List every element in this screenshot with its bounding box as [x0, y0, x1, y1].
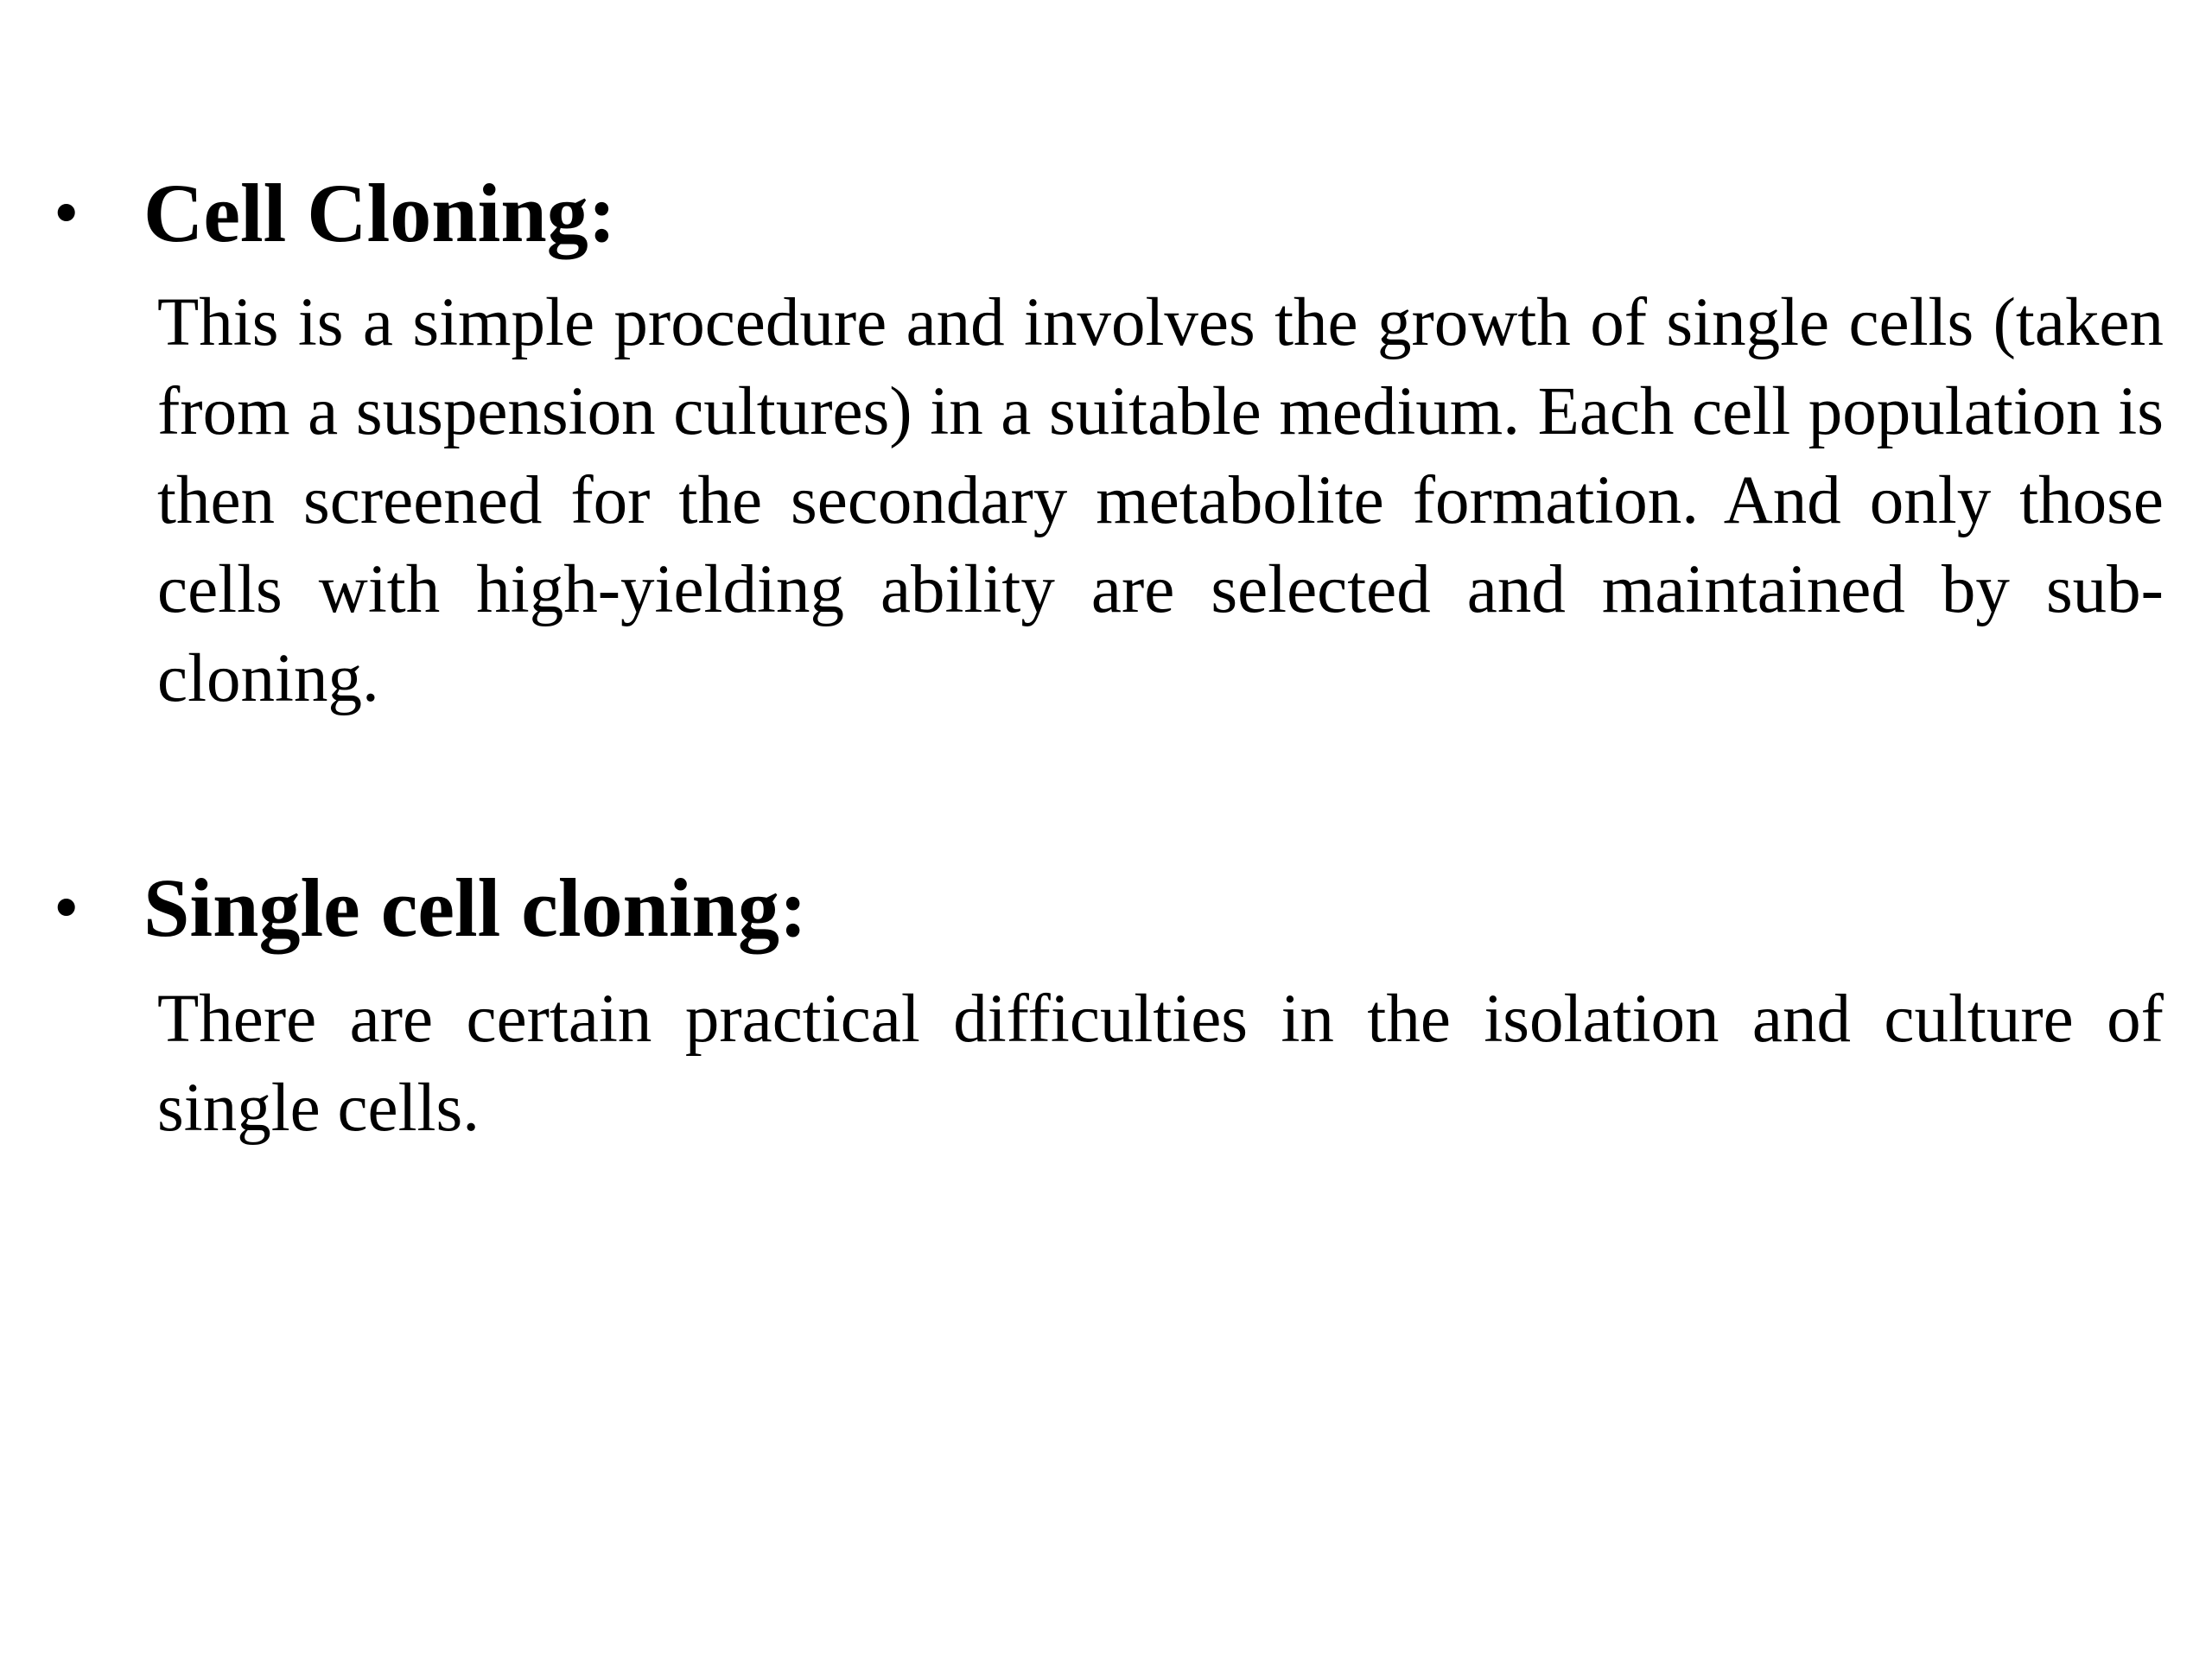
section-body: This is a simple procedure and involves the growth of single cells (taken from a suspension cultures) in a suitable medium. Each cell population is then screened for the secondary metabolite formation. And only those cells with high-yielding ability are selected and maintained by sub-cloning.	[157, 285, 2164, 716]
bullet-row	[0, 166, 2212, 261]
bullet-icon: •	[54, 173, 79, 253]
section-single-cell-cloning	[0, 861, 2212, 1221]
section-heading: Cell Cloning:	[143, 167, 616, 259]
section-cell-cloning	[0, 166, 2212, 791]
bullet-row	[0, 861, 2212, 956]
section-body: There are certain practical difficulties in the isolation and culture of single cells.	[157, 982, 2164, 1146]
bullet-icon: •	[54, 868, 79, 948]
section-heading: Single cell cloning:	[143, 861, 807, 954]
